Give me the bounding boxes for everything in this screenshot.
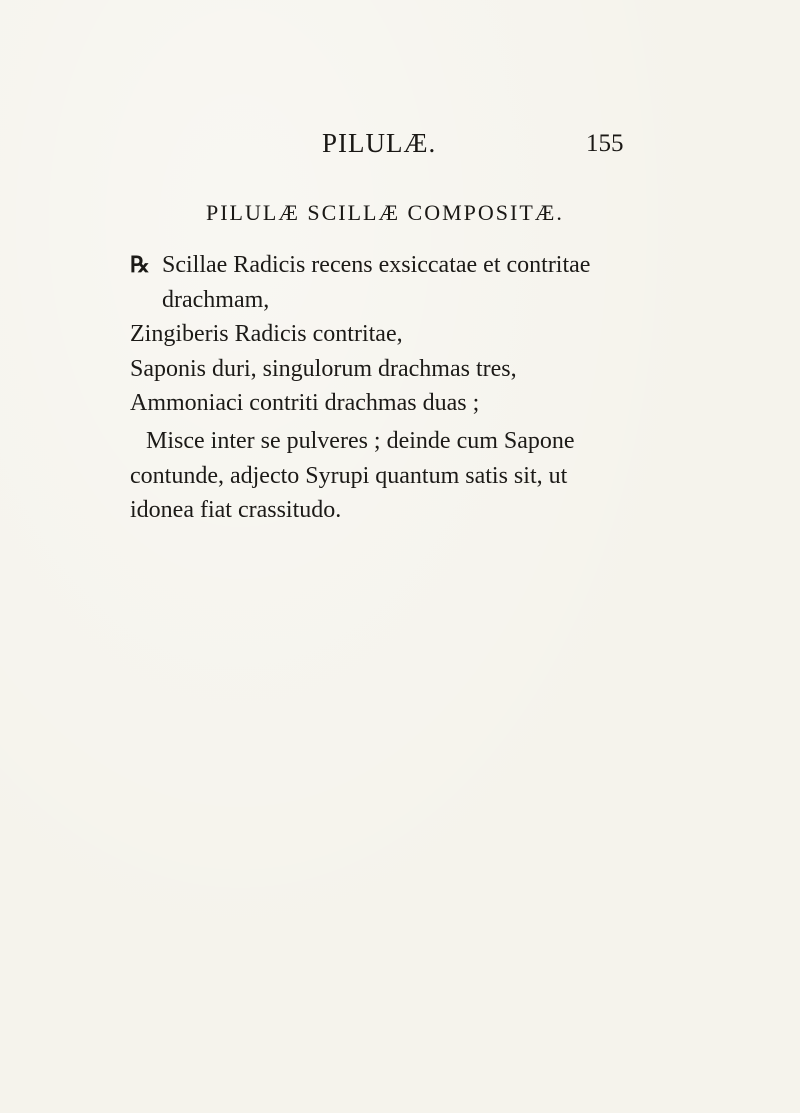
recipe-line [130, 317, 650, 352]
recipe-symbol-icon: ℞ [130, 252, 150, 277]
recipe-line [130, 386, 650, 421]
recipe-line-text: Scillae Radicis recens exsiccatae et contritae [162, 252, 591, 278]
recipe-line [130, 248, 650, 283]
recipe-line-text: Ammoniaci contriti drachmas duas ; [130, 390, 480, 416]
running-title: PILULÆ. [322, 128, 437, 158]
instruction-line: idonea fiat crassitudo. [130, 497, 342, 523]
recipe-line-text: Saponis duri, singulorum drachmas tres, [130, 355, 517, 382]
instruction-line: Misce inter se pulveres ; deinde cum Sapone [146, 428, 575, 454]
running-head [0, 124, 800, 164]
recipe-line-text: drachmam, [162, 286, 270, 313]
recipe-line-text: Zingiberis Radicis contritae, [130, 321, 403, 347]
section-heading: PILULÆ SCILLÆ COMPOSITÆ. [206, 200, 564, 225]
page-number: 155 [586, 130, 624, 157]
recipe-line [130, 283, 650, 318]
instruction-line: contunde, adjecto Syrupi quantum satis sit, ut [130, 462, 568, 489]
recipe-block [130, 248, 650, 421]
instruction-paragraph [130, 424, 650, 528]
recipe-line [130, 352, 650, 387]
